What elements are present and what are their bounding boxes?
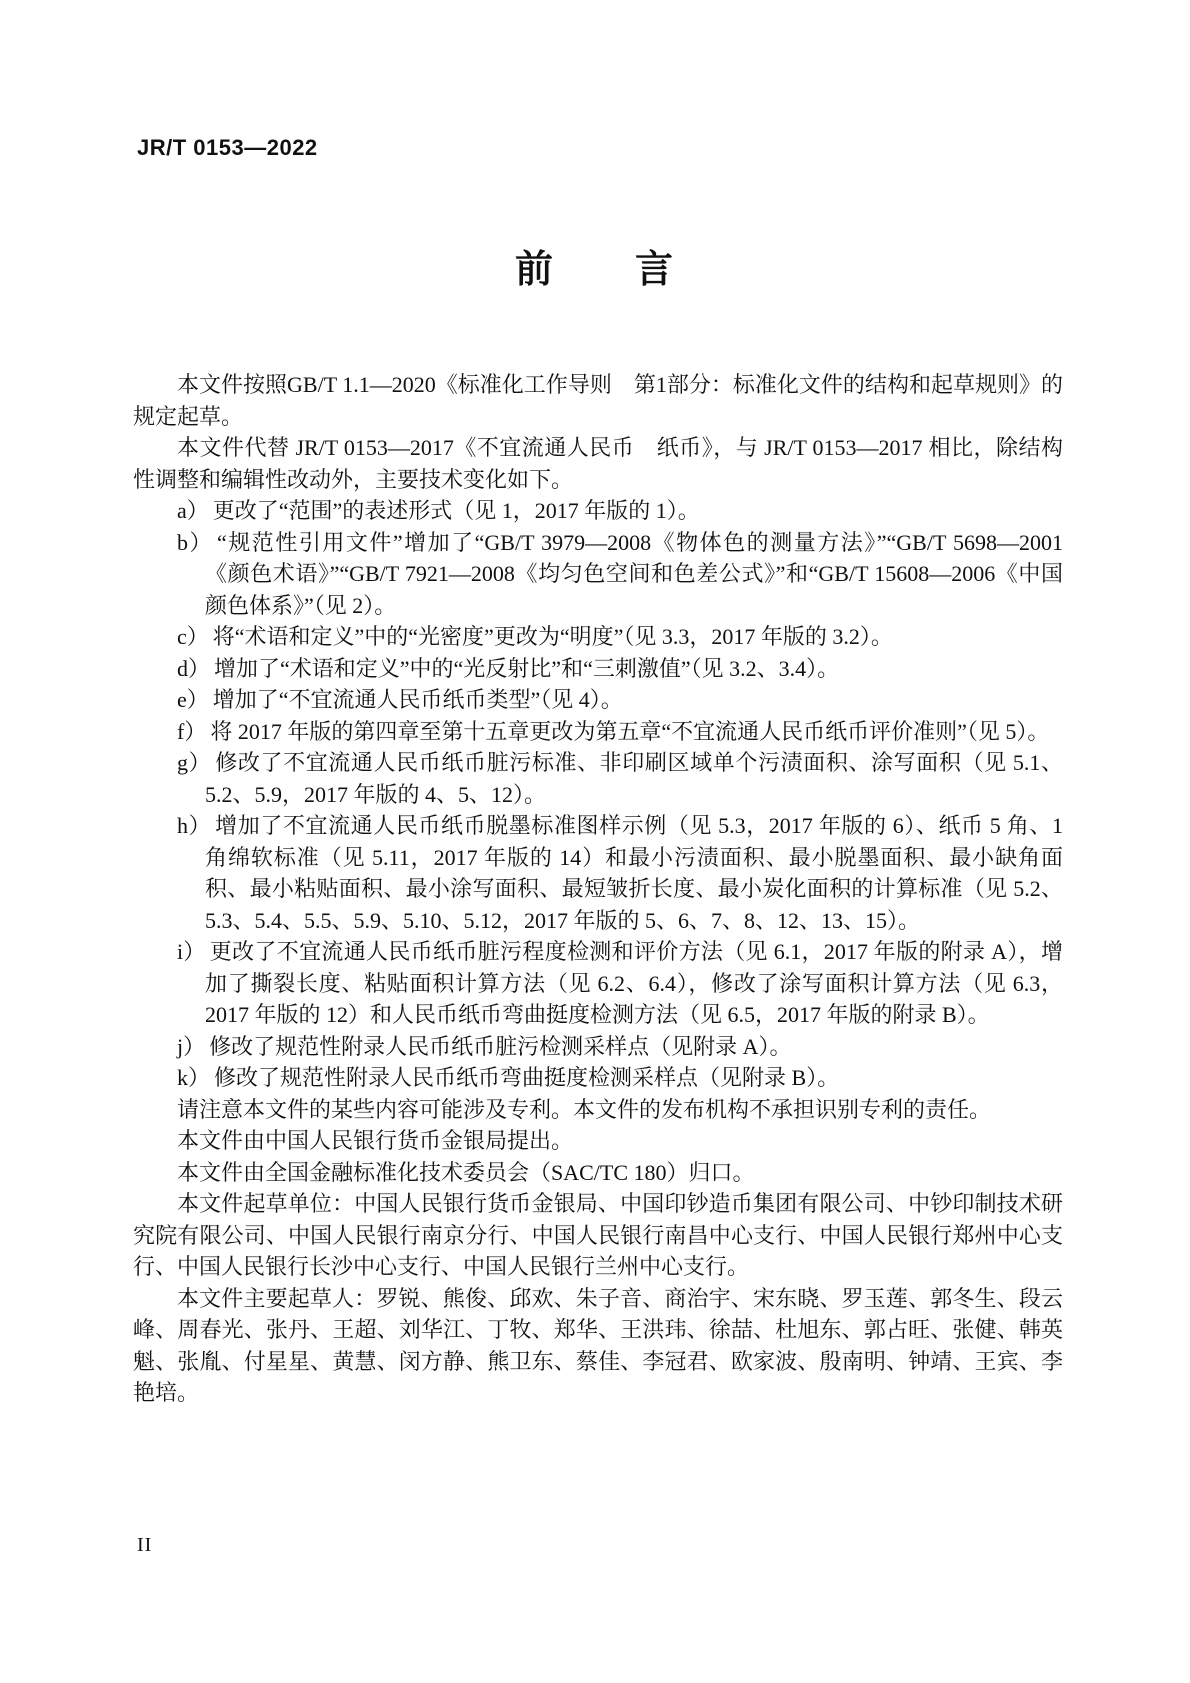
- foreword-body: [133, 369, 1063, 1409]
- change-item-d: [133, 653, 1063, 685]
- change-item-text: 增加了“术语和定义”中的“光反射比”和“三刺激值”（见 3.2、3.4）。: [214, 655, 840, 681]
- change-item-text: 将 2017 年版的第四章至第十五章更改为第五章“不宜流通人民币纸币评价准则”（见 5）。: [210, 718, 1050, 744]
- change-item-h: [133, 810, 1063, 936]
- change-item-label: c）: [177, 624, 209, 649]
- changes-list: [133, 495, 1063, 1094]
- change-item-label: g）: [177, 750, 212, 775]
- change-item-label: f）: [177, 718, 207, 744]
- change-item-text: “规范性引用文件”增加了“GB/T 3979—2008《物体色的测量方法》”“GB/T 5698—2001《颜色术语》”“GB/T 7921—2008《均匀色空间和色差公式》”和“GB/T 15608—2006《中国颜色体系》”（见 2）。: [205, 529, 1063, 618]
- change-item-e: [133, 684, 1063, 716]
- change-item-text: 修改了规范性附录人民币纸币弯曲挺度检测采样点（见附录 B）。: [214, 1065, 840, 1090]
- standard-number-header: JR/T 0153—2022: [137, 135, 318, 160]
- proposer-paragraph: 本文件由中国人民银行货币金银局提出。: [177, 1128, 574, 1153]
- change-item-k: [133, 1062, 1063, 1094]
- change-item-text: 修改了不宜流通人民币纸币脏污标准、非印刷区域单个污渍面积、涂写面积（见 5.1、5.2、5.9，2017 年版的 4、5、12）。: [205, 750, 1063, 807]
- drafters-paragraph: 本文件主要起草人：罗锐、熊俊、邱欢、朱子音、商治宇、宋东晓、罗玉莲、郭冬生、段云峰、周春光、张丹、王超、刘华江、丁牧、郑华、王洪玮、徐喆、杜旭东、郭占旺、张健、韩英魁、张胤、付星星、黄慧、闵方静、熊卫东、蔡佳、李冠君、欧家波、殷南明、钟靖、王宾、李艳培。: [133, 1285, 1063, 1405]
- drafting-organizations-paragraph: 本文件起草单位：中国人民银行货币金银局、中国印钞造币集团有限公司、中钞印制技术研究院有限公司、中国人民银行南京分行、中国人民银行南昌中心支行、中国人民银行郑州中心支行、中国人民银行长沙中心支行、中国人民银行兰州中心支行。: [133, 1191, 1063, 1279]
- intro-paragraph: 本文件按照GB/T 1.1—2020《标准化工作导则 第1部分：标准化文件的结构和起草规则》的规定起草。: [133, 372, 1063, 429]
- change-item-f: [133, 716, 1063, 748]
- patent-notice-paragraph: 请注意本文件的某些内容可能涉及专利。本文件的发布机构不承担识别专利的责任。: [177, 1096, 992, 1122]
- change-item-label: d）: [177, 655, 211, 681]
- foreword-title: 前 言: [514, 249, 675, 291]
- change-item-j: [133, 1031, 1063, 1063]
- change-item-text: 增加了不宜流通人民币纸币脱墨标准图样示例（见 5.3，2017 年版的 6）、纸币 5 角、1 角绵软标准（见 5.11，2017 年版的 14）和最小污渍面积、最小脱墨面积、最小缺角面积、最小粘贴面积、最小涂写面积、最短皱折长度、最小炭化面积的计算标准（见 5.2、5.3、5.4、5.5、5.9、5.10、5.12，2017 年版的 5、6、7、8、12、13、15）。: [205, 813, 1063, 933]
- change-item-text: 将“术语和定义”中的“光密度”更改为“明度”（见 3.3，2017 年版的 3.2）。: [212, 624, 893, 649]
- change-item-label: j）: [177, 1033, 206, 1059]
- change-item-a: [133, 495, 1063, 527]
- change-item-g: [133, 747, 1063, 810]
- change-item-i: [133, 936, 1063, 1031]
- change-item-text: 更改了不宜流通人民币纸币脏污程度检测和评价方法（见 6.1，2017 年版的附录 A），增加了撕裂长度、粘贴面积计算方法（见 6.2、6.4），修改了涂写面积计算方法（见 6.3，2017 年版的 12）和人民币纸币弯曲挺度检测方法（见 6.5，2017 年版的附录 B）。: [205, 939, 1063, 1027]
- change-item-label: e）: [177, 687, 209, 712]
- change-item-text: 修改了规范性附录人民币纸币脏污检测采样点（见附录 A）。: [209, 1033, 792, 1059]
- change-item-label: i）: [177, 939, 206, 964]
- committee-paragraph: 本文件由全国金融标准化技术委员会（SAC/TC 180）归口。: [177, 1159, 755, 1185]
- page-number: II: [137, 1534, 153, 1556]
- change-item-label: h）: [177, 813, 212, 838]
- change-item-c: [133, 621, 1063, 653]
- intro-paragraph: 本文件代替 JR/T 0153—2017《不宜流通人民币 纸币》，与 JR/T 0153—2017 相比，除结构性调整和编辑性改动外，主要技术变化如下。: [133, 435, 1063, 492]
- change-item-text: 增加了“不宜流通人民币纸币类型”（见 4）。: [212, 687, 623, 712]
- change-item-label: k）: [177, 1065, 211, 1090]
- change-item-label: b）: [177, 529, 214, 555]
- change-item-text: 更改了“范围”的表述形式（见 1，2017 年版的 1）。: [212, 498, 700, 523]
- change-item-b: [133, 527, 1063, 622]
- change-item-label: a）: [177, 498, 209, 523]
